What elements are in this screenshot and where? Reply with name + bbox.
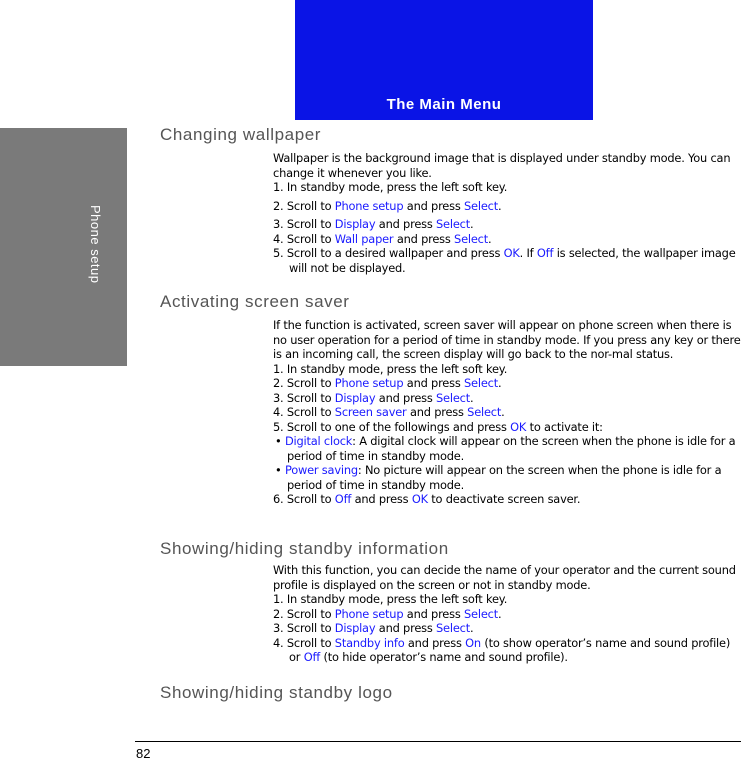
step-2: 2. Scroll to Phone setup and press Select.: [273, 198, 502, 213]
heading-standby-information: Showing/hiding standby information: [160, 539, 449, 558]
step-5: 5. Scroll to one of the followings and press OK to activate it:: [273, 419, 603, 434]
step-1: 1. In standby mode, press the left soft key.: [273, 592, 508, 606]
intro-text: Wallpaper is the background image that is displayed under standby mode. You can change it whenever you like.: [273, 151, 731, 180]
heading-activating-screen-saver: Activating screen saver: [160, 292, 350, 311]
heading-changing-wallpaper: Changing wallpaper: [160, 125, 322, 144]
step-3: 3. Scroll to Display and press Select.: [273, 217, 474, 231]
step-1: 1. In standby mode, press the left soft key.: [273, 361, 508, 376]
section-changing-wallpaper: [273, 151, 741, 275]
section-standby-information: [273, 563, 741, 665]
step-5: 5. Scroll to a desired wallpaper and press OK. If Off is selected, the wallpaper image will not be displayed.: [273, 246, 736, 275]
section-activating-screen-saver: [273, 318, 741, 507]
intro-text: If the function is activated, screen saver will appear on phone screen when there is no user operation for a period of time in standby mode. If you press any key or there is an incoming call, the screen display will go back to the nor-mal status.: [273, 318, 741, 361]
side-tab: [0, 128, 127, 366]
chapter-header: [295, 0, 593, 120]
step-1: 1. In standby mode, press the left soft key.: [273, 180, 508, 194]
chapter-title: The Main Menu: [386, 96, 502, 113]
step-3: 3. Scroll to Display and press Select.: [273, 621, 474, 635]
bullet-power-saving: • Power saving: No picture will appear on the screen when the phone is idle for a period of time in standby mode.: [275, 463, 722, 492]
step-2: 2. Scroll to Phone setup and press Select.: [273, 606, 502, 621]
step-4: 4. Scroll to Screen saver and press Select.: [273, 405, 505, 419]
step-2: 2. Scroll to Phone setup and press Select.: [273, 376, 502, 390]
step-3: 3. Scroll to Display and press Select.: [273, 390, 474, 405]
page-number: 82: [136, 746, 151, 761]
footer-divider: [135, 741, 741, 742]
step-4: 4. Scroll to Standby info and press On (to show operator’s name and sound profile) or Off (to hide operator’s name and sound profile).: [273, 635, 731, 664]
bullet-digital-clock: • Digital clock: A digital clock will appear on the screen when the phone is idle for a period of time in standby mode.: [275, 434, 736, 463]
heading-standby-logo: Showing/hiding standby logo: [160, 683, 393, 702]
step-4: 4. Scroll to Wall paper and press Select.: [273, 231, 492, 246]
step-6: 6. Scroll to Off and press OK to deactivate screen saver.: [273, 492, 581, 506]
side-tab-label: Phone setup: [88, 205, 103, 284]
intro-text: With this function, you can decide the name of your operator and the current sound profile is displayed on the screen or not in standby mode.: [273, 563, 736, 592]
